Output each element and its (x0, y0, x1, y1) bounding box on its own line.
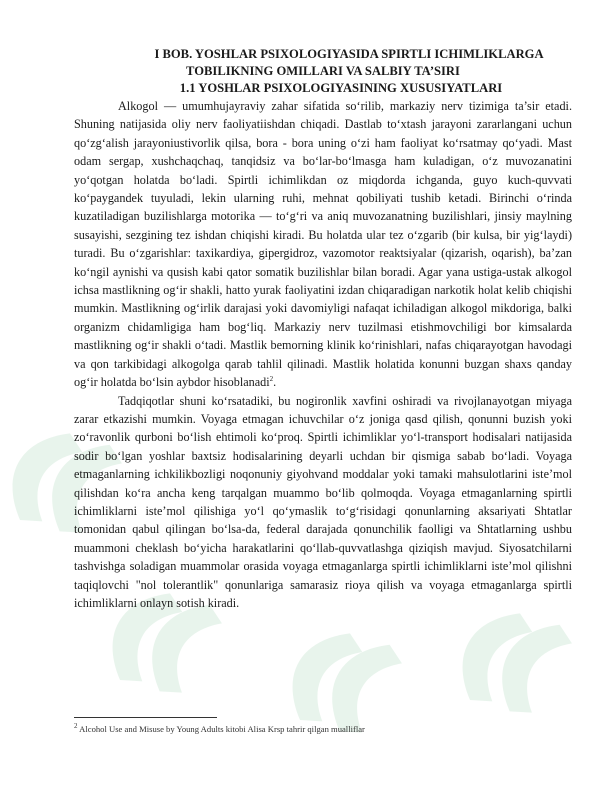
footnote (74, 724, 572, 735)
footnote-number: 2 (74, 722, 78, 731)
footnote-divider (74, 717, 217, 718)
section-title: 1.1 YOSHLAR PSIXOLOGIYASINING XUSUSIYATLARI (179, 81, 503, 95)
paragraph-2: Tadqiqotlar shuni ko‘rsatadiki, bu nogironlik xavfini oshiradi va rivojlanayotgan miyaga zarar etkazishi mumkin. Voyaga etmagan ichuvchilar o‘z joniga qasd qilish, qonunni buzish yoki zo‘ravonlik qurboni bo‘lish ehtimoli ko‘proq. Spirtli ichimliklar yo‘l-transport hodisalari natijasida sodir bo‘lgan yoshlar baxtsiz hodisalarining deyarli uchdan bir qismiga sabab bo‘ladi. Voyaga etmaganlarning ichkilikbozligi noqonuniy giyohvand moddalar yoki tamaki mahsulotlarini iste’mol qilishdan ko‘ra ancha keng tarqalgan muammo bo‘lib qolmoqda. Voyaga etmaganlarning spirtli ichimliklarni iste’mol qilishiga yo‘l qo‘ymaslik to‘g‘risidagi qonunlarning aksariyati Shtatlar tomonidan qabul qilingan bo‘lsa-da, federal darajada qonunchilik faolligi va Shtatlarning ushbu muammoni cheklash bo‘yicha harakatlarini qo‘llab-quvvatlashga qiziqish mavjud. Siyosatchilarni tashvishga soladigan muammolar orasida voyaga etmaganlarga spirtli ichimliklarni iste’mol qilishni taqiqlovchi "nol tolerantlik" qonunlariga samarasiz rioya qilish va voyaga etmaganlarga spirtli ichimliklarni onlayn sotish kiradi. (74, 393, 572, 610)
footnote-reference[interactable]: 2 (269, 375, 274, 384)
chapter-title-line-1: I BOB. YOSHLAR PSIXOLOGIYASIDA SPIRTLI ICHIMLIKLARGA (154, 47, 544, 61)
footnote-text: Alcohol Use and Misuse by Young Adults kitobi Alisa Krsp tahrir qilgan mualliflar (77, 724, 365, 734)
paragraph-1 (74, 97, 572, 392)
document-body (74, 46, 572, 612)
chapter-title-line-2: TOBILIKNING OMILLARI VA SALBIY TA’SIRI (186, 64, 460, 78)
paragraph-1-text: Alkogol — umumhujayraviy zahar sifatida so‘rilib, markaziy nerv tizimiga ta’sir etadi. Shuning natijasida oliy nerv faoliyatiishdan chiqadi. Dastlab to‘xtash jarayoni zararlangani uchun qo‘zg‘alish jarayoniustivorlik qilsa, bora - bora uning o‘zi ham faoliyat ko‘rsatmay qo‘yadi. Mast odam sergap, xushchaqchaq, tanqidsiz va bo‘lar-bo‘lmasga ham kuladigan, o‘z muvozanatini yo‘qotgan holatda bo‘ladi. Spirtli ichimlikdan oz miqdorda ichganda, guyo kuch-quvvati ko‘paygandek tuyuladi, lekin ularning ruhi, mehnat qobiliyati tushib ketadi. Birinchi o‘rinda kuzatiladigan buzilishlarga motorika — to‘g‘ri va aniq muvozanatning buzilishlari, jinsiy maylning susayishi, sezgining tez ishdan chiqishi kiradi. Bu holatda ular tez o‘zgarib (bir kulsa, bir yig‘laydi) turadi. Bu o‘zgarishlar: taxikardiya, gipergidroz, vazomotor reaktsiyalar (qizarish, oqarish), ba’zan ko‘ngil aynishi va qusish kabi qator somatik buzilishlar bilan boradi. Agar yana ustiga-ustak alkogol ichsa mastlikning og‘ir shakli, hatto yurak faoliyatini izdan chiqaradigan narkotik holat kelib chiqishi mumkin. Mastlikning og‘irlik darajasi yoki davomiyligi nafaqat ichiladigan alkogol mikdoriga, balki organizm chidamligiga ham bog‘liq. Markaziy nerv tuzilmasi etishmovchiligi bor kimsalarda mastlikning og‘ir shakli o‘tadi. Mastlik bemorning klinik ko‘rinishlari, nafas chiqarayotgan havodagi va qon tarkibidagi alkogolga qarab tahlil qilinadi. Mastlik holatida konunni buzgan shaxs qanday og‘ir holatda bo‘lsin aybdor hisoblanadi (74, 99, 572, 390)
paragraph-1-end: . (273, 375, 277, 390)
